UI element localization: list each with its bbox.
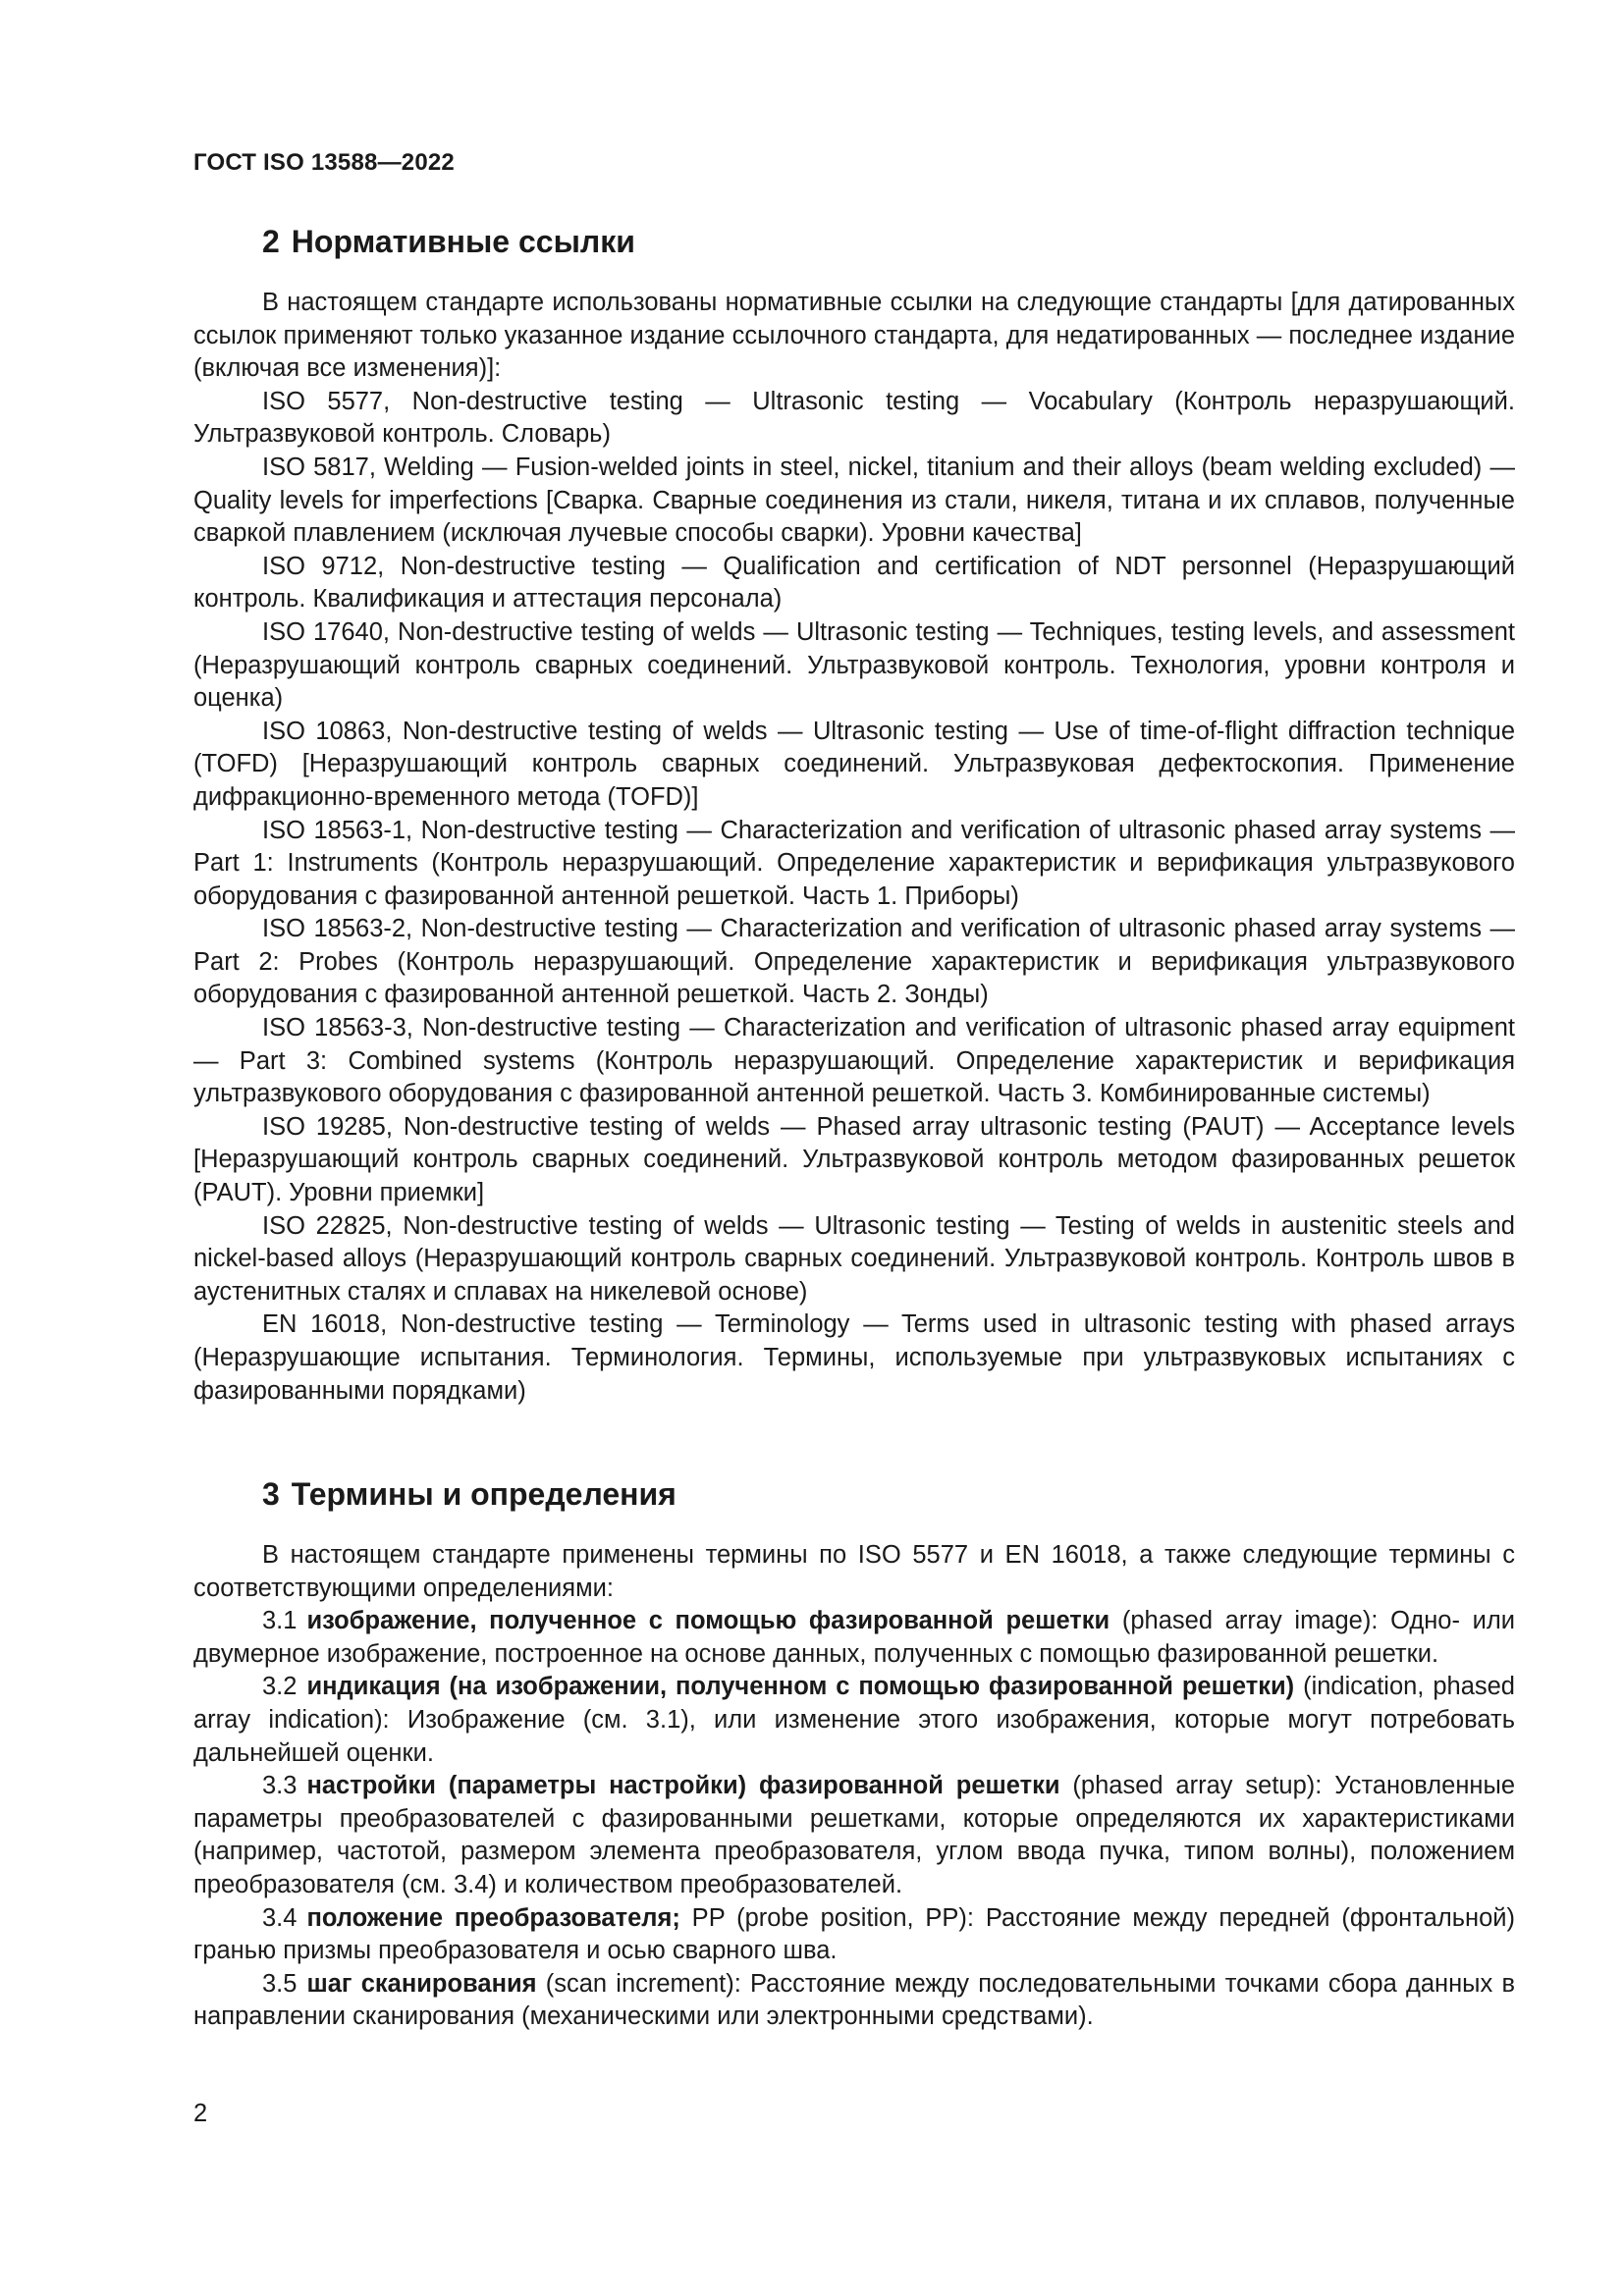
- term-entry: [193, 1770, 1515, 1901]
- section-number: 2: [262, 224, 280, 259]
- reference-item: ISO 10863, Non-destructive testing of welds — Ultrasonic testing — Use of time-of-flight diffraction technique (TOFD) [Неразрушающий контроль сварных соединений. Ультразвуковая дефектоскопия. Применение дифракционно-временного метода (TOFD)]: [193, 717, 1515, 811]
- reference-item: ISO 18563-2, Non-destructive testing — Characterization and verification of ultrasonic phased array systems — Part 2: Probes (Контроль неразрушающий. Определение характеристик и верификация ультразвукового оборудования с фазированной антенной решеткой. Часть 2. Зонды): [193, 915, 1515, 1009]
- term-number: 3.3: [262, 1772, 298, 1800]
- term-name: изображение, полученное с помощью фазированной решетки: [306, 1607, 1110, 1635]
- term-number: 3.1: [262, 1607, 298, 1635]
- term-name: индикация (на изображении, полученном с помощью фазированной решетки): [306, 1673, 1295, 1701]
- term-entry: [193, 1968, 1515, 2034]
- reference-item: EN 16018, Non-destructive testing — Terminology — Terms used in ultrasonic testing with phased arrays (Неразрушающие испытания. Терминология. Термины, используемые при ультразвуковых испытаниях с фазированными порядками): [193, 1310, 1515, 1405]
- term-number: 3.4: [262, 1903, 298, 1932]
- reference-item: ISO 9712, Non-destructive testing — Qualification and certification of NDT personnel (Неразрушающий контроль. Квалификация и аттестация персонала): [193, 552, 1515, 614]
- term-definition: (scan increment): Расстояние между последовательными точками сбора данных в направлении сканирования (механическими или электронными средствами).: [193, 1969, 1515, 2031]
- section-intro: В настоящем стандарте использованы нормативные ссылки на следующие стандарты [для датированных ссылок применяют только указанное издание ссылочного стандарта, для недатированных — последнее издание (включая все изменения)]:: [193, 289, 1515, 383]
- term-entry: [193, 1605, 1515, 1671]
- reference-item: ISO 5817, Welding — Fusion-welded joints in steel, nickel, titanium and their alloys (beam welding excluded) — Quality levels for imperfections [Сварка. Сварные соединения из стали, никеля, титана и их сплавов, полученные сваркой плавлением (исключая лучевые способы сварки). Уровни качества]: [193, 453, 1515, 548]
- term-number: 3.5: [262, 1969, 298, 1998]
- section-intro: В настоящем стандарте применены термины по ISO 5577 и EN 16018, а также следующие термины с соответствующими определениями:: [193, 1541, 1515, 1602]
- section-heading: [262, 1474, 1515, 1514]
- reference-item: ISO 22825, Non-destructive testing of welds — Ultrasonic testing — Testing of welds in austenitic steels and nickel-based alloys (Неразрушающий контроль сварных соединений. Ультразвуковой контроль. Контроль швов в аустенитных сталях и сплавах на никелевой основе): [193, 1211, 1515, 1306]
- reference-item: ISO 18563-3, Non-destructive testing — Characterization and verification of ultrasonic phased array equipment — Part 3: Combined systems (Контроль неразрушающий. Определение характеристик и верификация ультразвукового оборудования с фазированной антенной решеткой. Часть 3. Комбинированные системы): [193, 1014, 1515, 1108]
- page-number: 2: [193, 2100, 208, 2127]
- terms-list: [193, 1605, 1515, 2034]
- section-heading: [262, 222, 1515, 261]
- term-entry: [193, 1902, 1515, 1968]
- term-entry: [193, 1671, 1515, 1770]
- term-name: шаг сканирования: [306, 1969, 537, 1998]
- section-normative-references: [193, 222, 1515, 1408]
- term-definition: (phased array image): Одно- или двумерное изображение, построенное на основе данных, полученных с помощью фазированной решетки.: [193, 1607, 1515, 1668]
- reference-item: ISO 19285, Non-destructive testing of welds — Phased array ultrasonic testing (PAUT) — Acceptance levels [Неразрушающий контроль сварных соединений. Ультразвуковой контроль методом фазированных решеток (PAUT). Уровни приемки]: [193, 1112, 1515, 1207]
- reference-list: [193, 386, 1515, 1408]
- term-number: 3.2: [262, 1673, 298, 1701]
- term-definition: (indication, phased array indication): Изображение (см. 3.1), или изменение этого изображения, которые могут потребовать дальнейшей оценки.: [193, 1673, 1515, 1767]
- reference-item: ISO 18563-1, Non-destructive testing — Characterization and verification of ultrasonic phased array systems — Part 1: Instruments (Контроль неразрушающий. Определение характеристик и верификация ультразвукового оборудования с фазированной антенной решеткой. Часть 1. Приборы): [193, 816, 1515, 910]
- document-designation: ГОСТ ISO 13588—2022: [193, 149, 455, 176]
- section-title: Нормативные ссылки: [291, 224, 635, 259]
- section-terms-definitions: [193, 1474, 1515, 2034]
- section-number: 3: [262, 1476, 280, 1512]
- reference-item: ISO 17640, Non-destructive testing of welds — Ultrasonic testing — Techniques, testing levels, and assessment (Неразрушающий контроль сварных соединений. Ультразвуковой контроль. Технология, уровни контроля и оценка): [193, 617, 1515, 713]
- term-name: положение преобразователя;: [306, 1903, 680, 1932]
- term-definition: PP (probe position, PP): Расстояние между передней (фронтальной) гранью призмы преобразователя и осью сварного шва.: [193, 1903, 1516, 1965]
- term-name: настройки (параметры настройки) фазированной решетки: [306, 1772, 1060, 1800]
- section-title: Термины и определения: [291, 1476, 677, 1512]
- term-definition: (phased array setup): Установленные параметры преобразователей с фазированными решетками, которые определяются их характеристиками (например, частотой, размером элемента преобразователя, углом ввода пучка, типом волны), положением преобразователя (см. 3.4) и количеством преобразователей.: [193, 1772, 1515, 1898]
- reference-item: ISO 5577, Non-destructive testing — Ultrasonic testing — Vocabulary (Контроль неразрушающий. Ультразвуковой контроль. Словарь): [193, 387, 1515, 449]
